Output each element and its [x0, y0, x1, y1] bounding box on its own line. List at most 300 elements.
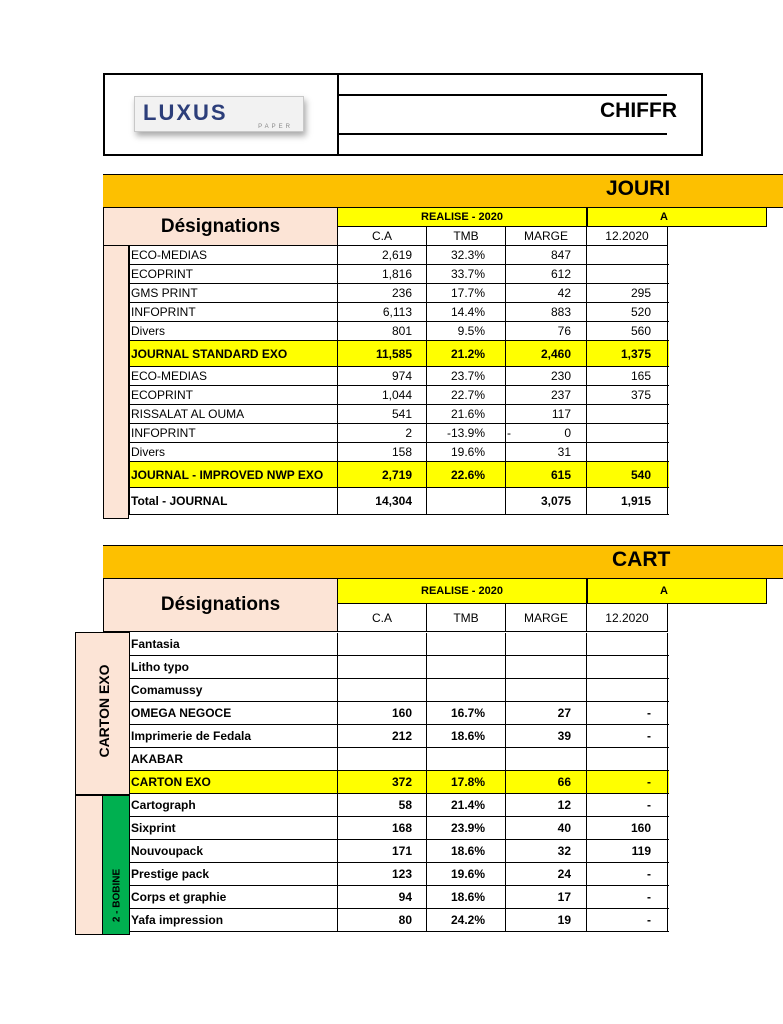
grid-line: [586, 322, 587, 341]
carton-title: CART: [612, 548, 671, 571]
cell-marge: 39: [557, 729, 571, 743]
col-period: 12.2020: [586, 603, 668, 632]
grid-line: [426, 794, 427, 817]
grid-line: [586, 679, 587, 702]
grid-line: [129, 443, 130, 462]
cell-name: OMEGA NEGOCE: [131, 706, 232, 720]
cell-ca: [337, 681, 412, 700]
grid-line: [667, 725, 668, 748]
cell-marge: 17: [557, 890, 571, 904]
cell-name: ECO-MEDIAS: [131, 248, 208, 262]
cell-ca: 158: [391, 445, 412, 459]
table-row: [129, 367, 669, 386]
cell-ca: 123: [391, 867, 412, 881]
bobine-side-blank: [75, 795, 103, 935]
grid-line: [505, 284, 506, 303]
cell-tmb: [419, 750, 485, 769]
grid-line: [505, 725, 506, 748]
cell-name: Comamussy: [131, 683, 203, 697]
cell-ca: 2,719: [381, 467, 412, 482]
grid-line: [586, 863, 587, 886]
col-ca: C.A: [337, 226, 427, 246]
cell-name: AKABAR: [131, 752, 183, 766]
grid-line: [505, 771, 506, 794]
carton-table-body: [129, 633, 669, 935]
cell-marge: [499, 681, 571, 700]
cell-ca: 160: [391, 706, 412, 720]
table-row: [129, 656, 669, 679]
journal-designations-header: Désignations: [103, 207, 338, 246]
grid-line: [337, 462, 338, 488]
cell-marge: 230: [550, 369, 571, 383]
cell-marge: 612: [550, 267, 571, 281]
bobine-side-label: 2 - BOBINE: [102, 795, 130, 935]
grid-line: [505, 303, 506, 322]
cell-marge: 0: [564, 426, 571, 440]
table-row: [129, 443, 669, 462]
grid-line: [337, 748, 338, 771]
col-period: 12.2020: [586, 226, 668, 246]
cell-tmb: 19.6%: [450, 867, 485, 881]
cell-name: INFOPRINT: [131, 305, 196, 319]
grid-line: [586, 265, 587, 284]
table-row: [129, 748, 669, 771]
col-marge: MARGE: [505, 226, 587, 246]
table-row: [129, 633, 669, 656]
cell-p: -: [647, 890, 651, 904]
table-row: [129, 265, 669, 284]
grid-line: [337, 341, 338, 367]
cell-name: ECOPRINT: [131, 388, 194, 402]
grid-line: [129, 656, 130, 679]
grid-line: [586, 443, 587, 462]
journal-title: JOURI: [606, 177, 671, 200]
grid-line: [337, 405, 338, 424]
cell-ca: [337, 658, 412, 677]
grid-line: [667, 367, 668, 386]
table-row: [129, 322, 669, 341]
grid-line: [586, 702, 587, 725]
grid-line: [337, 488, 338, 515]
col-tmb: TMB: [426, 603, 506, 632]
grid-line: [505, 367, 506, 386]
journal-table-body: [129, 246, 669, 519]
cell-p: -: [647, 798, 651, 812]
grid-line: [667, 462, 668, 488]
cell-ca: 1,044: [381, 388, 412, 402]
journal-band: [103, 174, 783, 208]
grid-line: [337, 284, 338, 303]
col-tmb: TMB: [426, 226, 506, 246]
cell-p: -: [647, 706, 651, 720]
grid-line: [129, 679, 130, 702]
cell-tmb: 21.2%: [450, 346, 485, 361]
cell-p: -: [647, 867, 651, 881]
cell-name: Divers: [131, 324, 166, 338]
grid-line: [337, 702, 338, 725]
grid-line: [129, 246, 130, 265]
grid-line: [505, 246, 506, 265]
grid-line: [426, 679, 427, 702]
cell-ca: 541: [391, 407, 412, 421]
grid-line: [426, 246, 427, 265]
carton-a-header: A: [587, 578, 767, 604]
grid-line: [505, 886, 506, 909]
carton-realise-header: REALISE - 2020: [337, 578, 587, 604]
grid-line: [337, 679, 338, 702]
table-row: [129, 840, 669, 863]
cell-name: Imprimerie de Fedala: [131, 729, 252, 743]
grid-line: [586, 341, 587, 367]
grid-line: [667, 284, 668, 303]
grid-line: [505, 386, 506, 405]
grid-line: [586, 386, 587, 405]
cell-tmb: -13.9%: [446, 426, 485, 440]
cell-marge: 615: [550, 467, 571, 482]
cell-p: -: [647, 729, 651, 743]
table-row: [129, 725, 669, 748]
cell-tmb: 22.7%: [450, 388, 485, 402]
grid-line: [667, 265, 668, 284]
grid-line: [129, 514, 669, 515]
grid-line: [129, 633, 130, 656]
grid-line: [129, 322, 130, 341]
cell-marge: 883: [550, 305, 571, 319]
cell-tmb: 16.7%: [450, 706, 485, 720]
grid-line: [426, 303, 427, 322]
cell-tmb: [419, 635, 485, 654]
grid-line: [586, 886, 587, 909]
grid-line: [667, 341, 668, 367]
grid-line: [426, 771, 427, 794]
cell-p: 1,915: [620, 494, 651, 508]
grid-line: [426, 725, 427, 748]
cell-tmb: 17.7%: [450, 286, 485, 300]
grid-line: [667, 386, 668, 405]
grid-line: [426, 367, 427, 386]
table-row: [129, 817, 669, 840]
grid-line: [667, 488, 668, 515]
grid-line: [505, 748, 506, 771]
cell-name: ECO-MEDIAS: [131, 369, 208, 383]
cell-ca: 168: [391, 821, 412, 835]
grid-line: [426, 443, 427, 462]
grid-line: [667, 633, 668, 656]
cell-p: 165: [630, 369, 651, 383]
grid-line: [426, 909, 427, 932]
cell-name: Corps et graphie: [131, 890, 227, 904]
table-row: [129, 284, 669, 303]
table-row: [129, 341, 669, 367]
cell-marge: 32: [557, 844, 571, 858]
cell-ca: 94: [398, 890, 412, 904]
cell-marge: 117: [551, 407, 571, 421]
grid-line: [337, 386, 338, 405]
journal-realise-header: REALISE - 2020: [337, 207, 587, 227]
grid-line: [337, 424, 338, 443]
grid-line: [667, 748, 668, 771]
cell-ca: 80: [398, 913, 412, 927]
grid-line: [426, 748, 427, 771]
grid-line: [586, 462, 587, 488]
grid-line: [129, 367, 130, 386]
grid-line: [667, 424, 668, 443]
grid-line: [337, 656, 338, 679]
cell-ca: 171: [391, 844, 412, 858]
header-divider: [337, 73, 339, 156]
cell-ca: 372: [391, 775, 412, 789]
cell-name: JOURNAL STANDARD EXO: [131, 346, 288, 361]
cell-name: Sixprint: [131, 821, 176, 835]
cell-marge: 42: [557, 286, 571, 300]
table-row: [129, 702, 669, 725]
grid-line: [129, 931, 669, 932]
grid-line: [337, 886, 338, 909]
cell-tmb: 19.6%: [450, 445, 485, 459]
grid-line: [129, 386, 130, 405]
cell-ca: [337, 750, 412, 769]
cell-tmb: 18.6%: [450, 890, 485, 904]
grid-line: [129, 840, 130, 863]
grid-line: [667, 679, 668, 702]
grid-line: [505, 488, 506, 515]
cell-tmb: [419, 658, 485, 677]
grid-line: [426, 817, 427, 840]
grid-line: [129, 886, 130, 909]
carton-exo-side: CARTON EXO: [75, 632, 130, 795]
grid-line: [667, 443, 668, 462]
cell-ca: 236: [391, 286, 412, 300]
grid-line: [337, 303, 338, 322]
col-ca: C.A: [337, 603, 427, 632]
cell-p: -: [647, 775, 651, 789]
grid-line: [505, 840, 506, 863]
cell-p: 119: [631, 844, 651, 858]
carton-designations-header: Désignations: [103, 578, 338, 632]
grid-line: [586, 725, 587, 748]
grid-line: [426, 863, 427, 886]
cell-ca: 2: [405, 426, 412, 440]
grid-line: [586, 303, 587, 322]
cell-marge: [499, 658, 571, 677]
cell-marge: [499, 750, 571, 769]
grid-line: [337, 840, 338, 863]
carton-band: [103, 545, 783, 579]
cell-name: Litho typo: [131, 660, 189, 674]
cell-name: Cartograph: [131, 798, 196, 812]
cell-ca: 6,113: [382, 305, 412, 319]
cell-p: 560: [630, 324, 651, 338]
grid-line: [426, 633, 427, 656]
grid-line: [667, 794, 668, 817]
grid-line: [426, 488, 427, 515]
cell-name: Total - JOURNAL: [131, 494, 228, 508]
cell-marge: 19: [557, 913, 571, 927]
grid-line: [129, 702, 130, 725]
grid-line: [505, 909, 506, 932]
cell-p: 295: [630, 286, 651, 300]
table-row: [129, 863, 669, 886]
table-row: [129, 424, 669, 443]
grid-line: [667, 405, 668, 424]
cell-ca: 801: [391, 324, 412, 338]
cell-name: Prestige pack: [131, 867, 210, 881]
cell-marge: 66: [557, 775, 571, 789]
cell-marge: 237: [550, 388, 571, 402]
grid-line: [586, 656, 587, 679]
luxus-logo: LUXUS PAPER: [134, 96, 304, 132]
grid-line: [337, 817, 338, 840]
cell-p: -: [647, 913, 651, 927]
grid-line: [337, 771, 338, 794]
journal-side-label: [103, 245, 129, 519]
grid-line: [426, 424, 427, 443]
grid-line: [426, 284, 427, 303]
table-row: [129, 405, 669, 424]
cell-ca: [337, 635, 412, 654]
table-row: [129, 886, 669, 909]
grid-line: [505, 794, 506, 817]
grid-line: [667, 702, 668, 725]
grid-line: [505, 817, 506, 840]
grid-line: [337, 633, 338, 656]
grid-line: [667, 303, 668, 322]
grid-line: [337, 794, 338, 817]
grid-line: [129, 265, 130, 284]
grid-line: [505, 405, 506, 424]
table-row: [129, 246, 669, 265]
cell-marge: 76: [557, 324, 571, 338]
grid-line: [505, 341, 506, 367]
cell-tmb: 9.5%: [457, 324, 485, 338]
grid-line: [129, 909, 130, 932]
cell-name: CARTON EXO: [131, 775, 211, 789]
cell-p: 375: [630, 388, 651, 402]
cell-name: GMS PRINT: [131, 286, 198, 300]
grid-line: [505, 656, 506, 679]
cell-tmb: 23.7%: [450, 369, 485, 383]
grid-line: [667, 246, 668, 265]
table-row: [129, 488, 669, 515]
table-row: [129, 303, 669, 322]
cell-name: Fantasia: [131, 637, 180, 651]
grid-line: [505, 322, 506, 341]
grid-line: [129, 863, 130, 886]
table-row: [129, 386, 669, 405]
table-row: [129, 462, 669, 488]
cell-tmb: 21.6%: [450, 407, 485, 421]
grid-line: [667, 771, 668, 794]
cell-name: ECOPRINT: [131, 267, 194, 281]
grid-line: [586, 771, 587, 794]
header-line: [337, 94, 667, 96]
grid-line: [129, 817, 130, 840]
grid-line: [129, 794, 130, 817]
header-line: [337, 133, 667, 135]
grid-line: [505, 702, 506, 725]
cell-ca: 58: [398, 798, 412, 812]
cell-tmb: 24.2%: [450, 913, 485, 927]
grid-line: [586, 424, 587, 443]
grid-line: [337, 909, 338, 932]
grid-line: [426, 840, 427, 863]
cell-tmb: [419, 681, 485, 700]
cell-marge: [499, 635, 571, 654]
grid-line: [426, 322, 427, 341]
cell-marge: 27: [557, 706, 571, 720]
grid-line: [129, 405, 130, 424]
grid-line: [129, 424, 130, 443]
cell-ca: 11,585: [375, 346, 412, 361]
grid-line: [337, 265, 338, 284]
grid-line: [129, 341, 130, 367]
cell-tmb: [419, 492, 485, 511]
cell-ca: 212: [391, 729, 412, 743]
grid-line: [586, 246, 587, 265]
grid-line: [586, 748, 587, 771]
table-row: [129, 909, 669, 932]
grid-line: [586, 405, 587, 424]
grid-line: [337, 725, 338, 748]
cell-dash: -: [507, 426, 511, 440]
grid-line: [505, 462, 506, 488]
grid-line: [129, 748, 130, 771]
cell-tmb: 18.6%: [450, 729, 485, 743]
grid-line: [667, 656, 668, 679]
cell-ca: 14,304: [375, 494, 412, 508]
grid-line: [505, 443, 506, 462]
cell-tmb: 17.8%: [450, 775, 485, 789]
cell-name: Nouvoupack: [131, 844, 204, 858]
col-marge: MARGE: [505, 603, 587, 632]
journal-a-header: A: [587, 207, 767, 227]
grid-line: [586, 794, 587, 817]
grid-line: [586, 488, 587, 515]
grid-line: [586, 909, 587, 932]
grid-line: [426, 886, 427, 909]
grid-line: [586, 817, 587, 840]
cell-marge: 847: [550, 248, 571, 262]
cell-name: Divers: [131, 445, 166, 459]
cell-ca: 974: [391, 369, 412, 383]
grid-line: [667, 909, 668, 932]
cell-tmb: 18.6%: [450, 844, 485, 858]
cell-ca: 2,619: [381, 248, 412, 262]
grid-line: [337, 367, 338, 386]
grid-line: [129, 771, 130, 794]
grid-line: [505, 679, 506, 702]
cell-marge: 40: [557, 821, 571, 835]
grid-line: [505, 265, 506, 284]
grid-line: [337, 443, 338, 462]
cell-p: 540: [630, 467, 651, 482]
cell-tmb: 23.9%: [450, 821, 485, 835]
cell-p: 160: [630, 821, 651, 835]
grid-line: [426, 386, 427, 405]
grid-line: [337, 322, 338, 341]
grid-line: [586, 284, 587, 303]
grid-line: [129, 488, 130, 515]
cell-tmb: 22.6%: [450, 467, 485, 482]
grid-line: [586, 840, 587, 863]
grid-line: [586, 367, 587, 386]
grid-line: [426, 702, 427, 725]
cell-tmb: 32.3%: [450, 248, 485, 262]
cell-marge: 24: [557, 867, 571, 881]
cell-name: INFOPRINT: [131, 426, 196, 440]
cell-marge: 3,075: [540, 494, 571, 508]
grid-line: [129, 284, 130, 303]
